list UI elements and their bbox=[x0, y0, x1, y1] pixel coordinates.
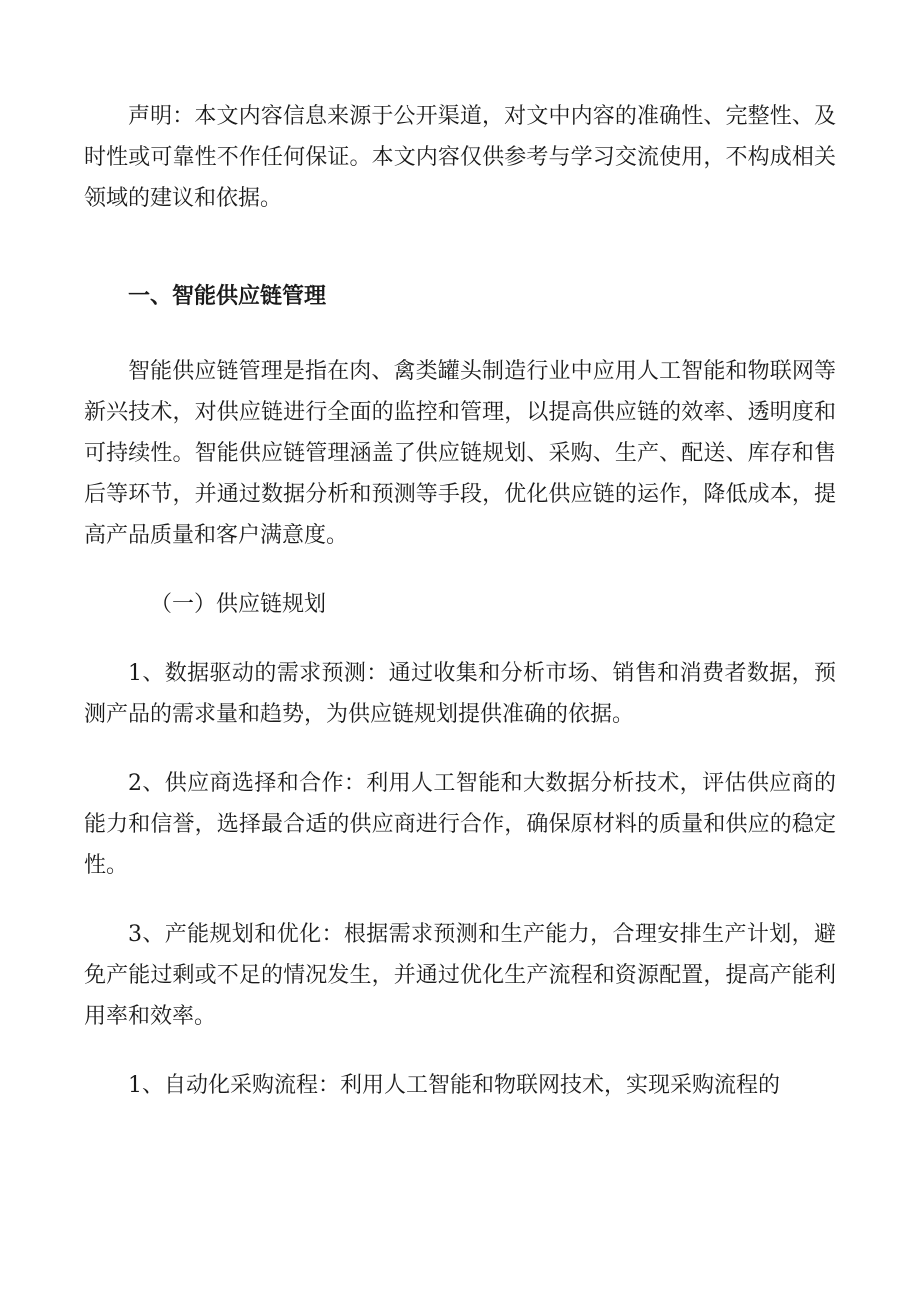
list-item: 3、产能规划和优化：根据需求预测和生产能力，合理安排生产计划，避免产能过剩或不足的情况发生，并通过优化生产流程和资源配置，提高产能利用率和效率。 bbox=[84, 922, 836, 1029]
section-title: 一、智能供应链管理 bbox=[128, 284, 327, 309]
disclaimer-paragraph: 声明：本文内容信息来源于公开渠道，对文中内容的准确性、完整性、及时性或可靠性不作任何保证。本文内容仅供参考与学习交流使用，不构成相关领域的建议和依据。 bbox=[84, 104, 836, 211]
subsection-title: （一）供应链规划 bbox=[150, 592, 327, 617]
list-item: 2、供应商选择和合作：利用人工智能和大数据分析技术，评估供应商的能力和信誉，选择最合适的供应商进行合作，确保原材料的质量和供应的稳定性。 bbox=[84, 771, 836, 878]
document-page bbox=[84, 96, 836, 1106]
list-item: 1、自动化采购流程：利用人工智能和物联网技术，实现采购流程的 bbox=[128, 1073, 780, 1098]
section-intro-paragraph: 智能供应链管理是指在肉、禽类罐头制造行业中应用人工智能和物联网等新兴技术，对供应链进行全面的监控和管理，以提高供应链的效率、透明度和可持续性。智能供应链管理涵盖了供应链规划、采购、生产、配送、库存和售后等环节，并通过数据分析和预测等手段，优化供应链的运作，降低成本，提高产品质量和客户满意度。 bbox=[84, 359, 836, 548]
list-item: 1、数据驱动的需求预测：通过收集和分析市场、销售和消费者数据，预测产品的需求量和趋势，为供应链规划提供准确的依据。 bbox=[84, 661, 836, 727]
